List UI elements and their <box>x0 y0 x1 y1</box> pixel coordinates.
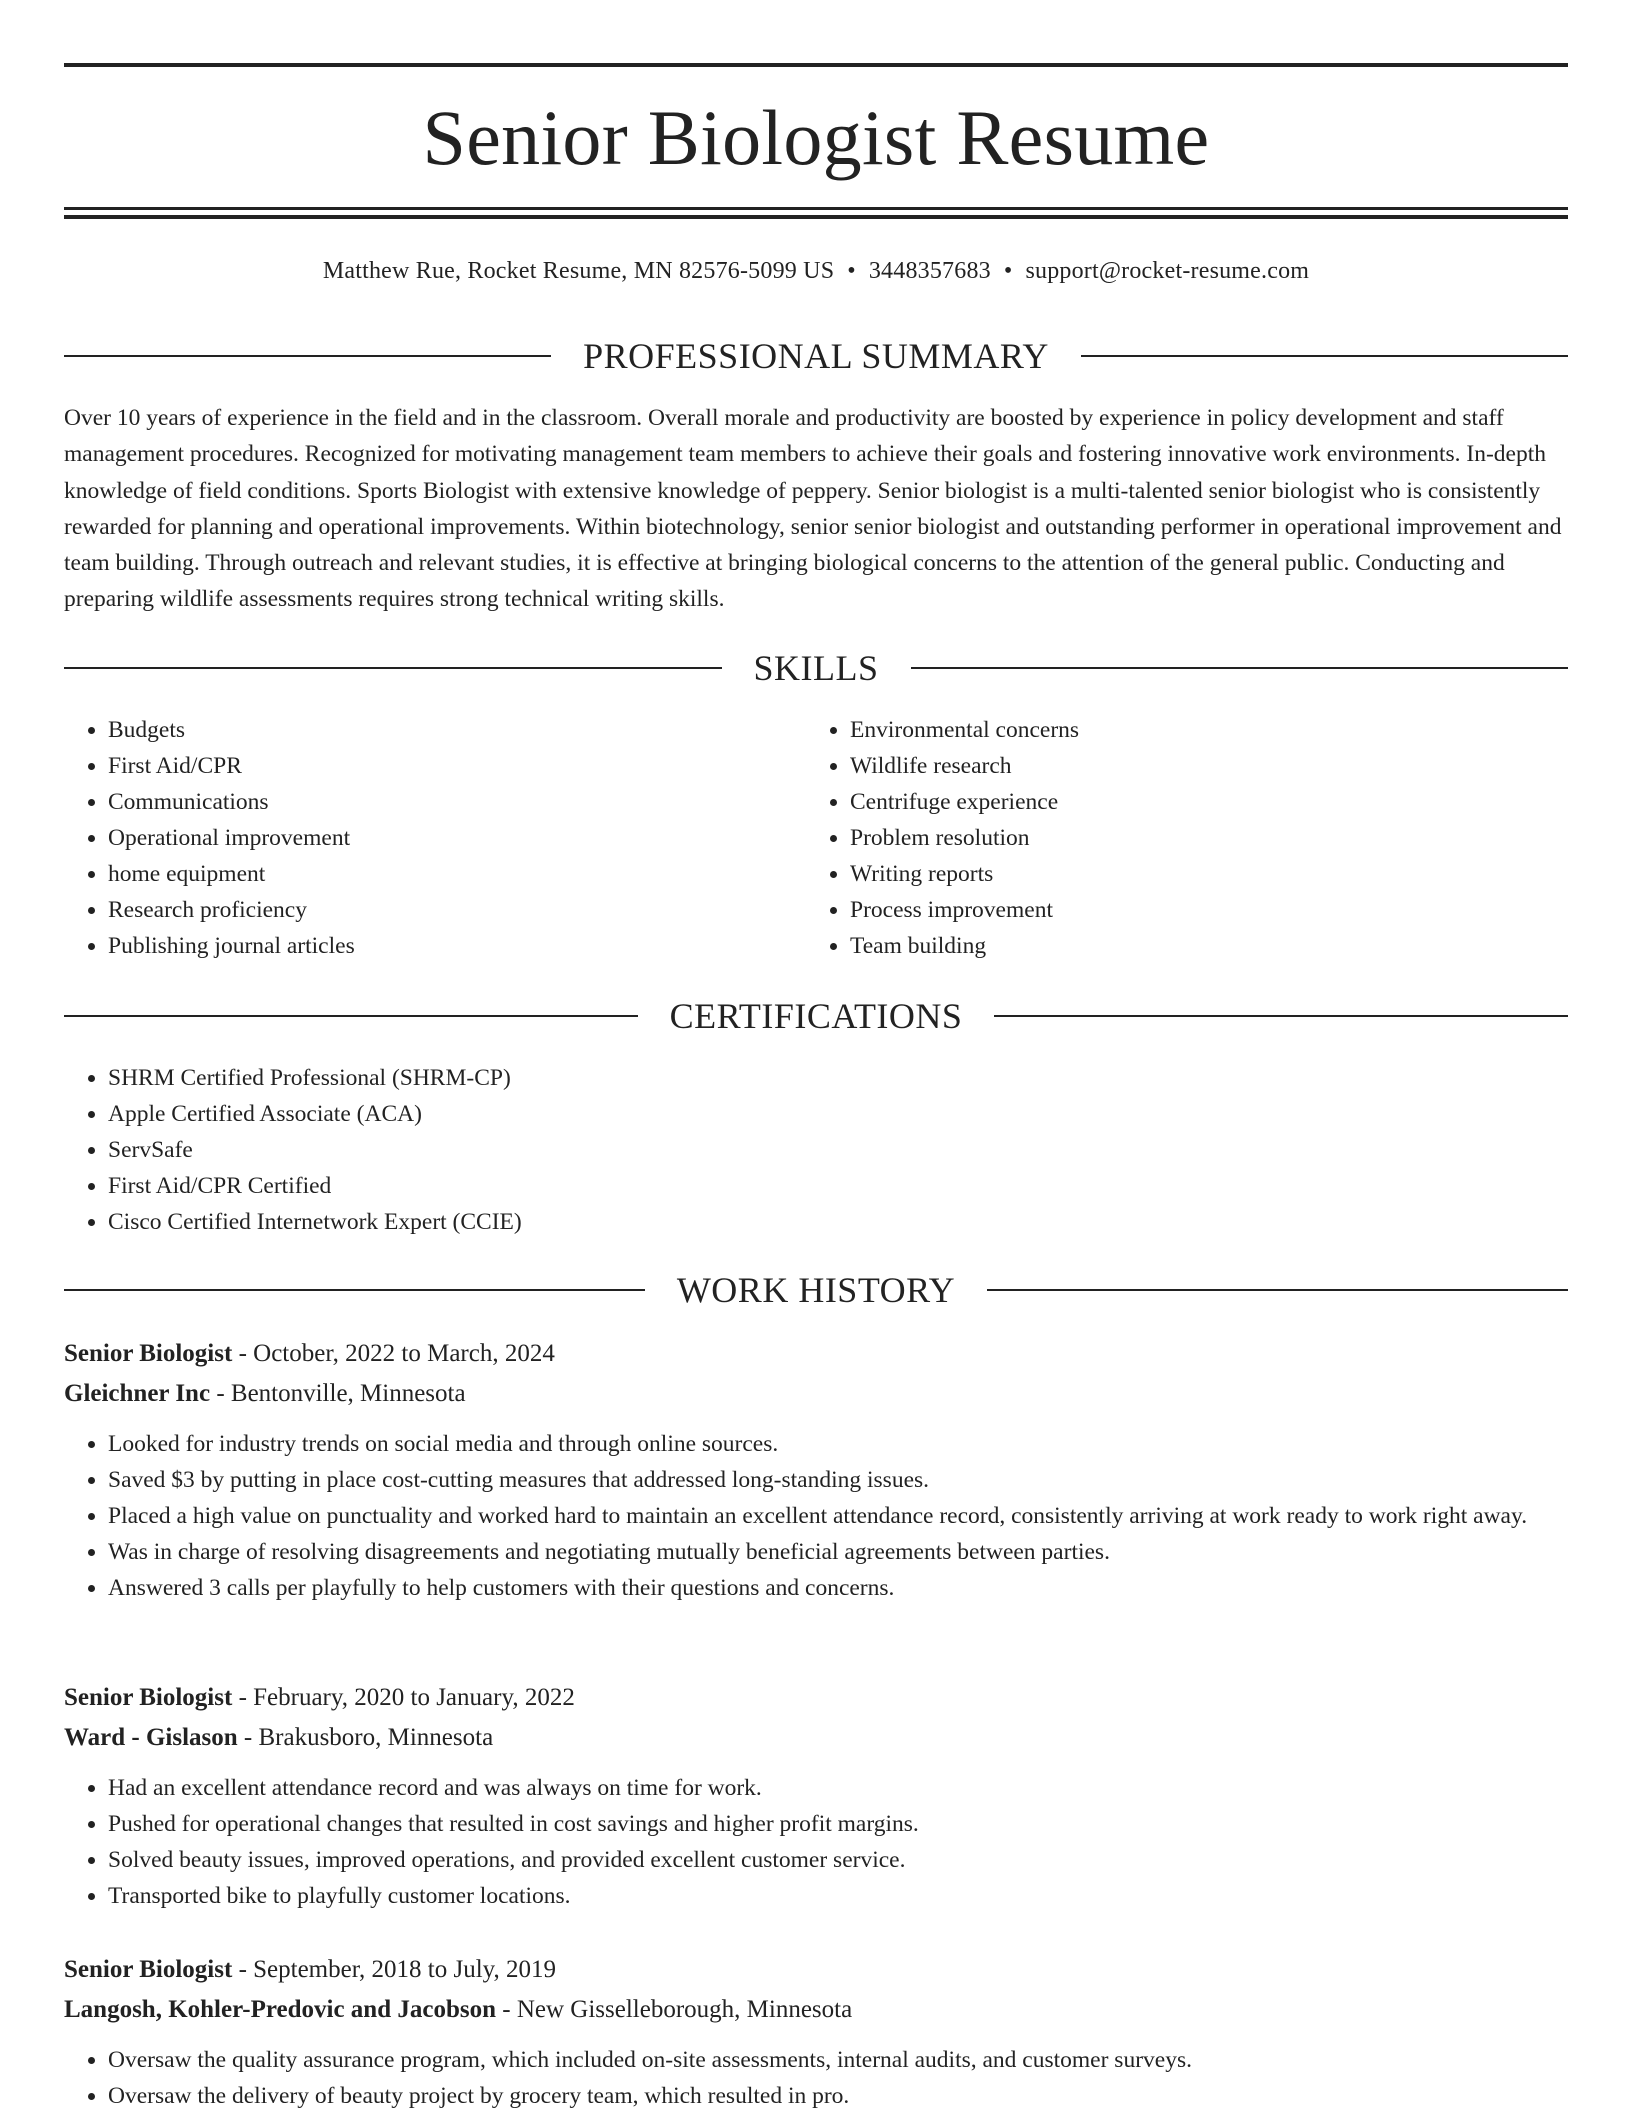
job-entry <box>64 1678 1568 1914</box>
job-company-line <box>64 1718 1568 1758</box>
contact-separator: • <box>1003 258 1013 284</box>
job-dates: - October, 2022 to March, 2024 <box>232 1340 555 1367</box>
section-header-certifications <box>64 996 1568 1036</box>
job-company: Langosh, Kohler-Predovic and Jacobson <box>64 1996 496 2023</box>
job-bullets <box>64 1770 1568 1914</box>
section-header-skills <box>64 648 1568 688</box>
job-entry <box>64 1334 1568 1606</box>
summary-paragraph: Over 10 years of experience in the field and in the classroom. Overall morale and productivity are boosted by experience in policy development and staff management procedures. Recognized for motivating management team members to achieve their goals and fostering innovative work environments. In-depth knowledge of field conditions. Sports Biologist with extensive knowledge of peppery. Senior biologist is a multi-talented senior biologist who is consistently rewarded for planning and operational improvements. Within biotechnology, senior senior biologist and outstanding performer in operational improvement and team building. Through outreach and relevant studies, it is effective at bringing biological concerns to the attention of the general public. Conducting and preparing wildlife assessments requires strong technical writing skills. <box>64 405 1562 613</box>
certification-item: • SHRM Certified Professional (SHRM-CP) <box>108 1060 1064 1096</box>
section-rule-right <box>987 1289 1568 1291</box>
job-bullet: • Transported bike to playfully customer locations. <box>108 1878 1568 1914</box>
contact-email: support@rocket-resume.com <box>1025 258 1310 284</box>
job-company: Gleichner Inc <box>64 1380 211 1407</box>
job-bullet: • Was in charge of resolving disagreements and negotiating mutually beneficial agreements between parties. <box>108 1534 1568 1570</box>
skill-item: • Communications <box>108 784 764 820</box>
certification-item: • Cisco Certified Internetwork Expert (CCIE) <box>108 1204 1064 1240</box>
section-rule-left <box>64 355 551 357</box>
contact-phone: 3448357683 <box>868 258 991 284</box>
job-company-line <box>64 1374 1568 1414</box>
skills-column-right <box>806 712 1506 964</box>
job-dates: - September, 2018 to July, 2019 <box>232 1956 557 1983</box>
contact-separator: • <box>847 258 856 284</box>
skill-item: • Publishing journal articles <box>108 928 764 964</box>
resume-title: Senior Biologist Resume <box>422 94 1210 181</box>
job-dates: - February, 2020 to January, 2022 <box>232 1684 575 1711</box>
certification-item: • First Aid/CPR Certified <box>108 1168 1064 1204</box>
section-rule-left <box>64 1015 638 1017</box>
job-title: Senior Biologist <box>64 1684 233 1711</box>
job-bullet: • Oversaw the quality assurance program, which included on-site assessments, internal audits, and customer surveys. <box>108 2042 1568 2078</box>
contact-line <box>64 254 1568 288</box>
skill-item: • Operational improvement <box>108 820 764 856</box>
job-title: Senior Biologist <box>64 1340 233 1367</box>
skills-list <box>806 712 1506 964</box>
skill-item: • First Aid/CPR <box>108 748 764 784</box>
job-bullet: • Oversaw the delivery of beauty project by grocery team, which resulted in pro. <box>108 2078 1568 2114</box>
section-rule-right <box>911 667 1569 669</box>
skill-item: • Centrifuge experience <box>850 784 1506 820</box>
skill-item: • Writing reports <box>850 856 1506 892</box>
job-bullet: • Saved $3 by putting in place cost-cutting measures that addressed long-standing issues. <box>108 1462 1568 1498</box>
certifications-list <box>64 1060 1064 1240</box>
job-title: Senior Biologist <box>64 1956 233 1983</box>
job-bullets <box>64 2042 1568 2114</box>
job-bullet: • Placed a high value on punctuality and worked hard to maintain an excellent attendance record, consistently arriving at work ready to work right away. <box>108 1498 1568 1534</box>
job-location: - New Gisselleborough, Minnesota <box>496 1996 853 2023</box>
contact-address: Matthew Rue, Rocket Resume, MN 82576-5099 US <box>322 258 835 284</box>
job-company-line <box>64 1990 1568 2030</box>
job-title-line <box>64 1334 1568 1374</box>
section-header-summary <box>64 336 1568 376</box>
section-title: WORK HISTORY <box>676 1270 956 1310</box>
section-title: SKILLS <box>753 648 879 688</box>
job-bullets <box>64 1426 1568 1606</box>
skill-item: • Wildlife research <box>850 748 1506 784</box>
job-company: Ward - Gislason <box>64 1724 238 1751</box>
section-header-work-history <box>64 1270 1568 1310</box>
section-rule-left <box>64 667 722 669</box>
skill-item: • Process improvement <box>850 892 1506 928</box>
job-entry <box>64 1950 1568 2114</box>
skill-item: • Budgets <box>108 712 764 748</box>
job-bullet: • Pushed for operational changes that resulted in cost savings and higher profit margins. <box>108 1806 1568 1842</box>
section-rule-right <box>1081 355 1568 357</box>
certification-item: • ServSafe <box>108 1132 1064 1168</box>
job-title-line <box>64 1950 1568 1990</box>
job-location: - Brakusboro, Minnesota <box>237 1724 494 1751</box>
job-bullet: • Had an excellent attendance record and was always on time for work. <box>108 1770 1568 1806</box>
skills-list <box>64 712 764 964</box>
job-location: - Bentonville, Minnesota <box>210 1380 466 1407</box>
certifications-list-wrap <box>64 1060 1064 1240</box>
skills-column-left <box>64 712 764 964</box>
job-title-line <box>64 1678 1568 1718</box>
skill-item: • Team building <box>850 928 1506 964</box>
section-title: CERTIFICATIONS <box>669 996 963 1036</box>
section-rule-right <box>994 1015 1568 1017</box>
header-rule-lower <box>64 215 1568 219</box>
header-rule-upper <box>64 207 1568 210</box>
skill-item: • home equipment <box>108 856 764 892</box>
job-bullet: • Answered 3 calls per playfully to help customers with their questions and concerns. <box>108 1570 1568 1606</box>
section-title: PROFESSIONAL SUMMARY <box>583 336 1049 376</box>
job-bullet: • Solved beauty issues, improved operations, and provided excellent customer service. <box>108 1842 1568 1878</box>
skill-item: • Research proficiency <box>108 892 764 928</box>
certification-item: • Apple Certified Associate (ACA) <box>108 1096 1064 1132</box>
job-bullet: • Looked for industry trends on social media and through online sources. <box>108 1426 1568 1462</box>
skill-item: • Problem resolution <box>850 820 1506 856</box>
section-rule-left <box>64 1289 645 1291</box>
skill-item: • Environmental concerns <box>850 712 1506 748</box>
header-top-rule <box>64 63 1568 67</box>
